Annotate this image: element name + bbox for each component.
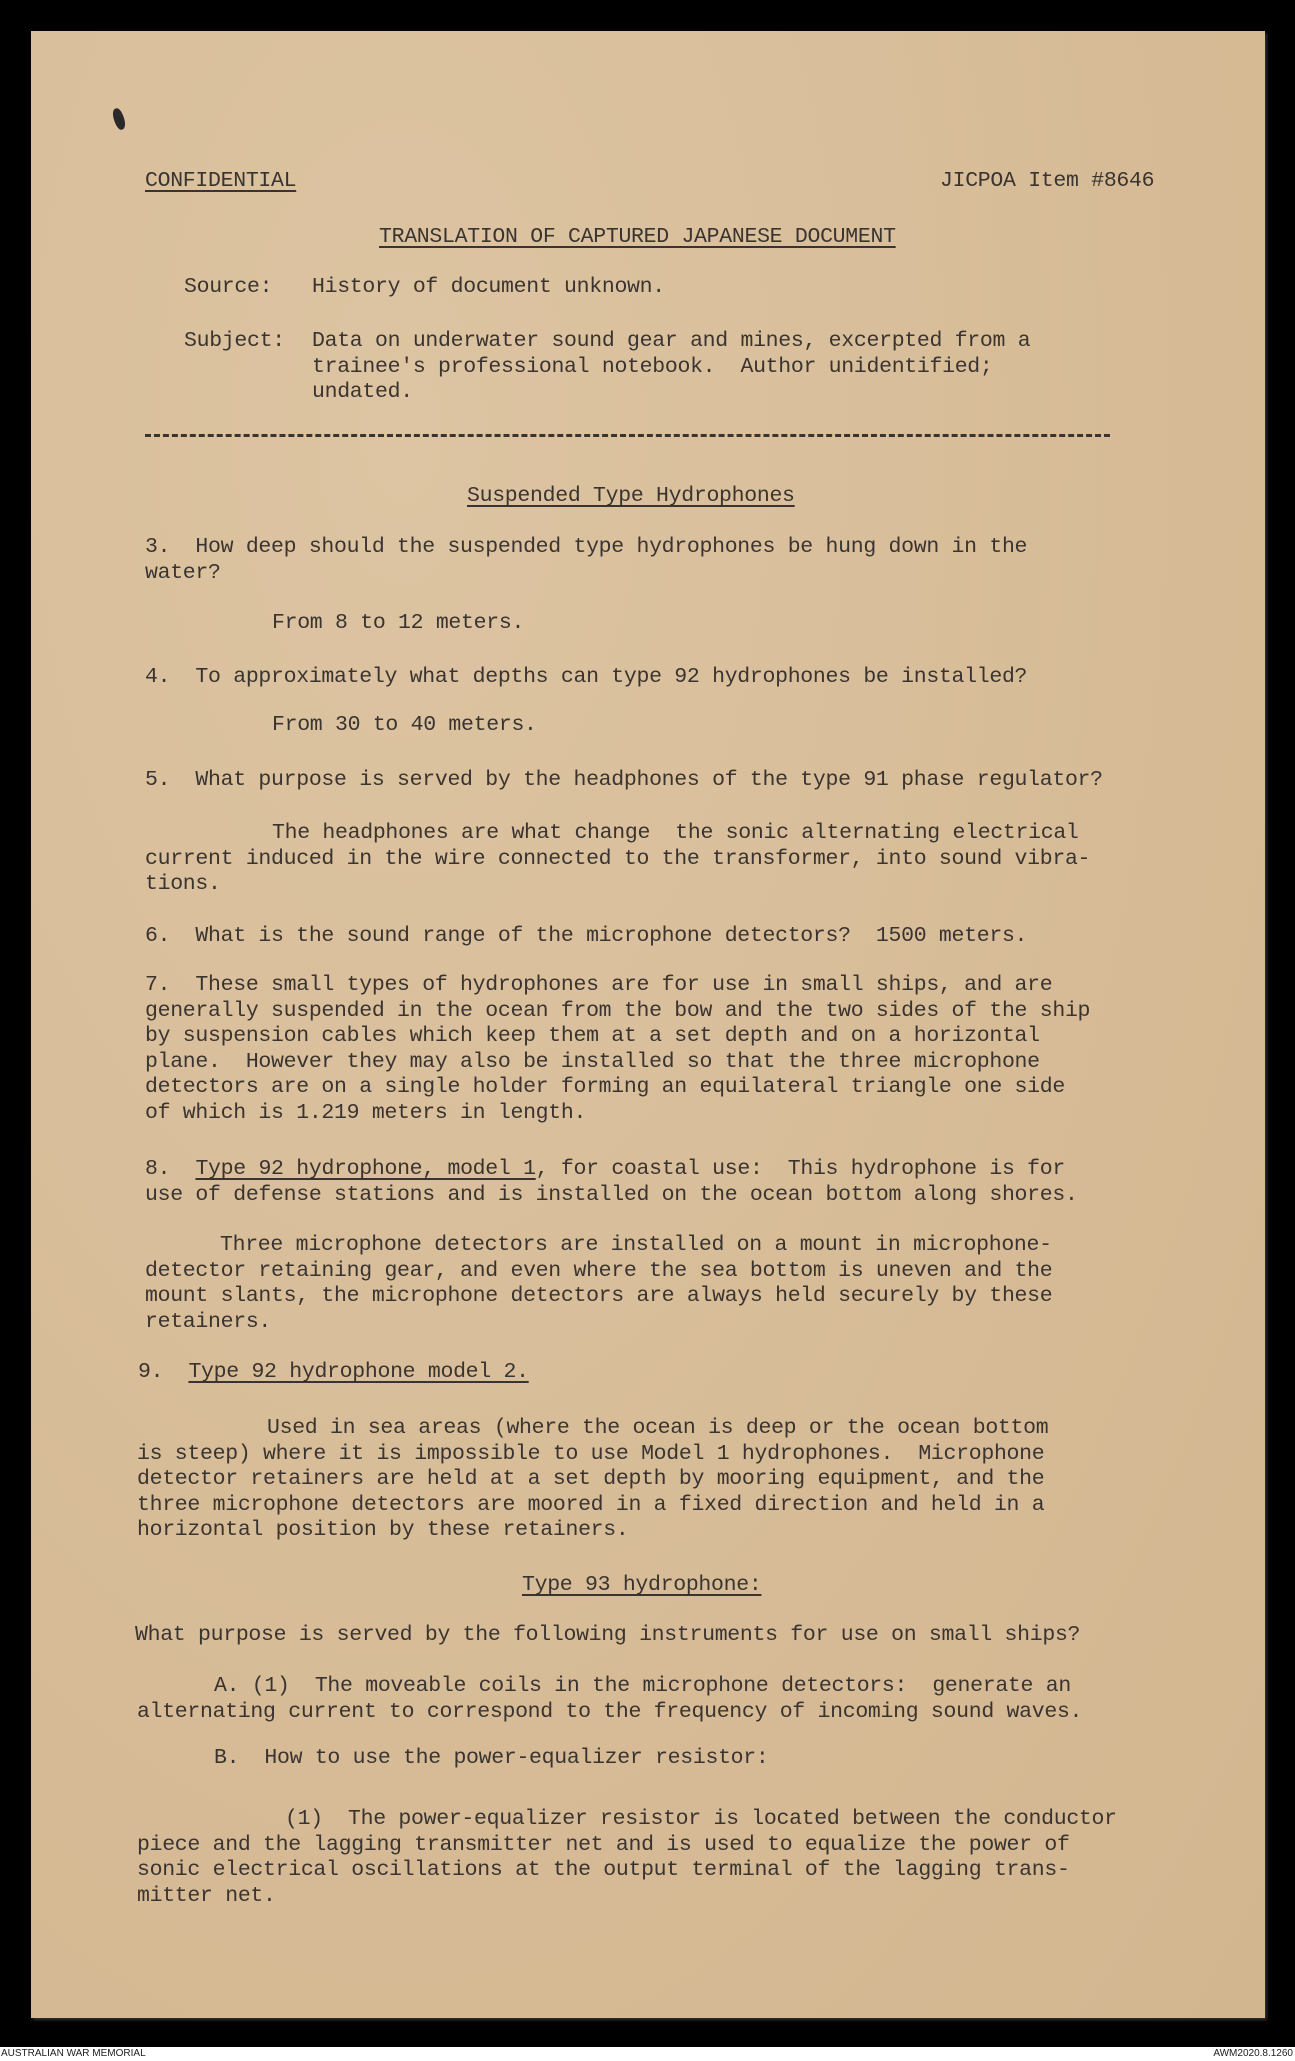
answer-3: From 8 to 12 meters. bbox=[272, 611, 525, 635]
section-heading-type-93: Type 93 hydrophone: bbox=[522, 1573, 762, 1597]
subject-label: Subject: bbox=[184, 329, 285, 353]
question-type-93: What purpose is served by the following instruments for use on small ships? bbox=[135, 1623, 1081, 1647]
classification: CONFIDENTIAL bbox=[145, 169, 297, 193]
answer-4: From 30 to 40 meters. bbox=[272, 713, 537, 737]
source-value: History of document unknown. bbox=[312, 275, 665, 299]
answer-5: The headphones are what change the sonic alternating electrical current induced in the wire connected to the transformer, into sound vibra- tions. bbox=[145, 821, 1091, 897]
answer-a: A. (1) The moveable coils in the microphone detectors: generate an alternating current to correspond to the frequency of incoming sound waves. bbox=[137, 1674, 1083, 1724]
subject-value: Data on underwater sound gear and mines, excerpted from a trainee's professional notebook. Author unidentified; undated. bbox=[312, 329, 1031, 405]
paragraph-8: 8. Type 92 hydrophone, model 1, for coastal use: This hydrophone is for use of defense stations and is installed on the ocean bottom along shores. bbox=[145, 1157, 1078, 1207]
footer bbox=[0, 2047, 1295, 2061]
question-6: 6. What is the sound range of the microphone detectors? 1500 meters. bbox=[145, 924, 1028, 948]
paragraph-9-detail: Used in sea areas (where the ocean is deep or the ocean bottom is steep) where it is impossible to use Model 1 hydrophones. Microphone detector retainers are held at a set depth by mooring equipment, and the three microphone detectors are moored in a fixed direction and held in a horizontal position by these retainers. bbox=[137, 1416, 1049, 1543]
section-heading: Suspended Type Hydrophones bbox=[467, 484, 795, 508]
source-label: Source: bbox=[184, 275, 273, 299]
footer-institution: AUSTRALIAN WAR MEMORIAL bbox=[1, 2048, 146, 2059]
question-3: 3. How deep should the suspended type hydrophones be hung down in the water? bbox=[145, 535, 1028, 585]
answer-b: B. How to use the power-equalizer resistor: bbox=[214, 1746, 769, 1770]
paragraph-9: 9. Type 92 hydrophone model 2. bbox=[138, 1360, 529, 1384]
divider bbox=[145, 434, 1110, 437]
document-title: TRANSLATION OF CAPTURED JAPANESE DOCUMENT bbox=[379, 225, 896, 249]
paragraph-8-detail: Three microphone detectors are installed on a mount in microphone- detector retaining gear, and even where the sea bottom is uneven and the mount slants, the microphone detectors are always held securely by these retainers. bbox=[145, 1233, 1053, 1334]
paragraph-7: 7. These small types of hydrophones are for use in small ships, and are generally suspended in the ocean from the bow and the two sides of the ship by suspension cables which keep them at a set depth and on a horizontal plane. However they may also be installed so that the three microphone detectors are on a single holder forming an equilateral triangle one side of which is 1.219 meters in length. bbox=[145, 973, 1091, 1125]
item-number: JICPOA Item #8646 bbox=[940, 169, 1155, 193]
question-5: 5. What purpose is served by the headphones of the type 91 phase regulator? bbox=[145, 768, 1103, 792]
footer-accession: AWM2020.8.1260 bbox=[1213, 2048, 1293, 2059]
question-4: 4. To approximately what depths can type 92 hydrophones be installed? bbox=[145, 665, 1028, 689]
answer-b-1: (1) The power-equalizer resistor is located between the conductor piece and the lagging transmitter net and is used to equalize the power of sonic electrical oscillations at the output terminal of the lagging trans- mitter net. bbox=[137, 1807, 1117, 1908]
